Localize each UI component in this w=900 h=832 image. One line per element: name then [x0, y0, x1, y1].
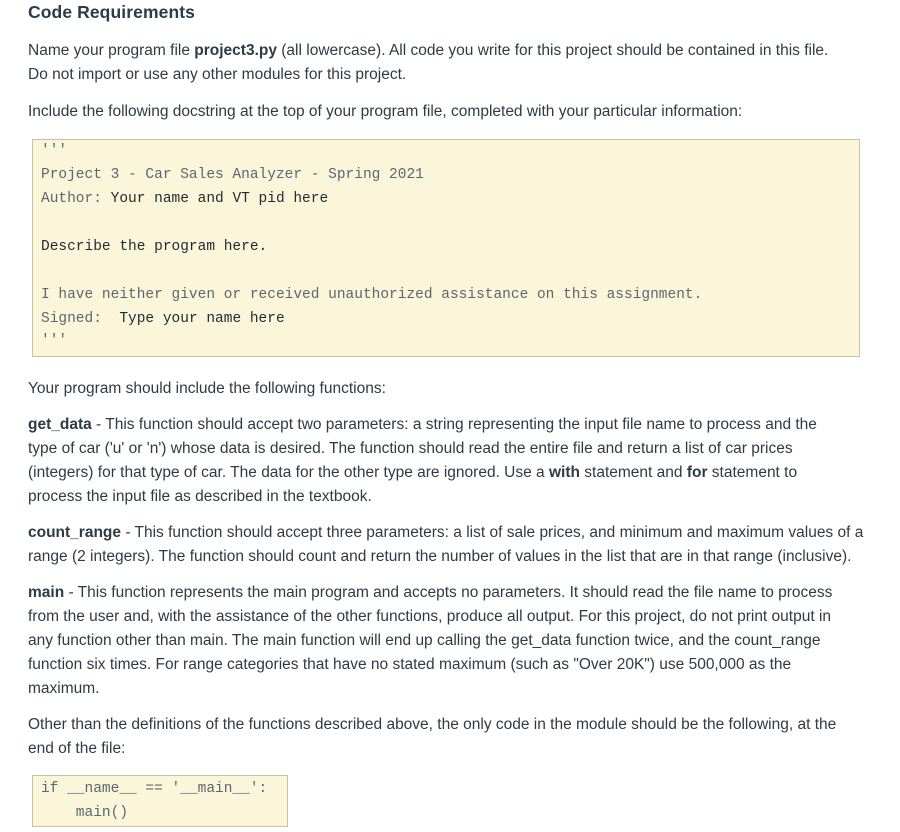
section-title: Code Requirements [28, 2, 196, 22]
code-quote-open: ''' [41, 143, 68, 159]
filename-bold: project3.py [194, 42, 277, 59]
code-signed-label: Signed: [41, 311, 120, 327]
text: maximum. [28, 680, 100, 697]
text: (all lowercase). All code you write for this project should be contained in this file. [276, 42, 829, 59]
text: any function other than main. The main function will end up calling the get_data function twice, and the count_range [28, 632, 821, 649]
code-line-if-name: if __name__ == '__main__': [41, 781, 268, 797]
docstring-code-block [32, 139, 860, 357]
text: Other than the definitions of the functions described above, the only code in the module should be the following, at the [28, 716, 837, 733]
code-quote-close: ''' [41, 333, 68, 349]
text: Name your program file [28, 42, 195, 59]
code-line-main-call: main() [41, 805, 129, 821]
text: range (2 integers). The function should count and return the number of values in the list that are in that range (inclusive). [28, 548, 852, 565]
paragraph-docstring-intro: Include the following docstring at the top of your program file, completed with your particular information: [28, 103, 743, 120]
keyword-with: with [548, 464, 580, 481]
text: process the input file as described in the textbook. [28, 488, 372, 505]
code-line-project: Project 3 - Car Sales Analyzer - Spring 2021 [41, 167, 424, 183]
text: type of car ('u' or 'n') whose data is desired. The function should read the entire file and return a list of car prices [28, 440, 793, 457]
code-line-signed [41, 310, 285, 328]
code-line-honor: I have neither given or received unauthorized assistance on this assignment. [41, 287, 703, 303]
text: - This function should accept two parameters: a string representing the input file name to process and the [91, 416, 817, 433]
paragraph-file-name [28, 39, 873, 87]
paragraph-other-code [28, 713, 873, 761]
text: function six times. For range categories that have no stated maximum (such as "Over 20K") use 500,000 as the [28, 656, 792, 673]
code-author-label: Author: [41, 191, 111, 207]
text: Do not import or use any other modules for this project. [28, 66, 407, 83]
code-line-describe: Describe the program here. [41, 239, 268, 255]
paragraph-count-range [28, 521, 878, 569]
text: - This function should accept three parameters: a list of sale prices, and minimum and maximum values of a [121, 524, 864, 541]
keyword-for: for [686, 464, 708, 481]
text: from the user and, with the assistance of the other functions, produce all output. For this project, do not print output in [28, 608, 832, 625]
paragraph-functions-intro: Your program should include the following functions: [28, 380, 386, 397]
paragraph-get-data [28, 413, 873, 509]
text: - This function represents the main program and accepts no parameters. It should read the file name to process [64, 584, 833, 601]
code-line-author [41, 190, 328, 208]
code-signed-value: Type your name here [119, 311, 285, 327]
text: statement and [579, 464, 687, 481]
function-name-get-data: get_data [28, 416, 92, 433]
text: end of the file: [28, 740, 126, 757]
function-name-main: main [28, 584, 65, 601]
code-author-value: Your name and VT pid here [110, 191, 329, 207]
paragraph-main [28, 581, 873, 701]
function-name-count-range: count_range [28, 524, 122, 541]
footer-code-block [32, 775, 288, 827]
text: statement to [707, 464, 798, 481]
text: (integers) for that type of car. The data for the other type are ignored. Use a [28, 464, 549, 481]
